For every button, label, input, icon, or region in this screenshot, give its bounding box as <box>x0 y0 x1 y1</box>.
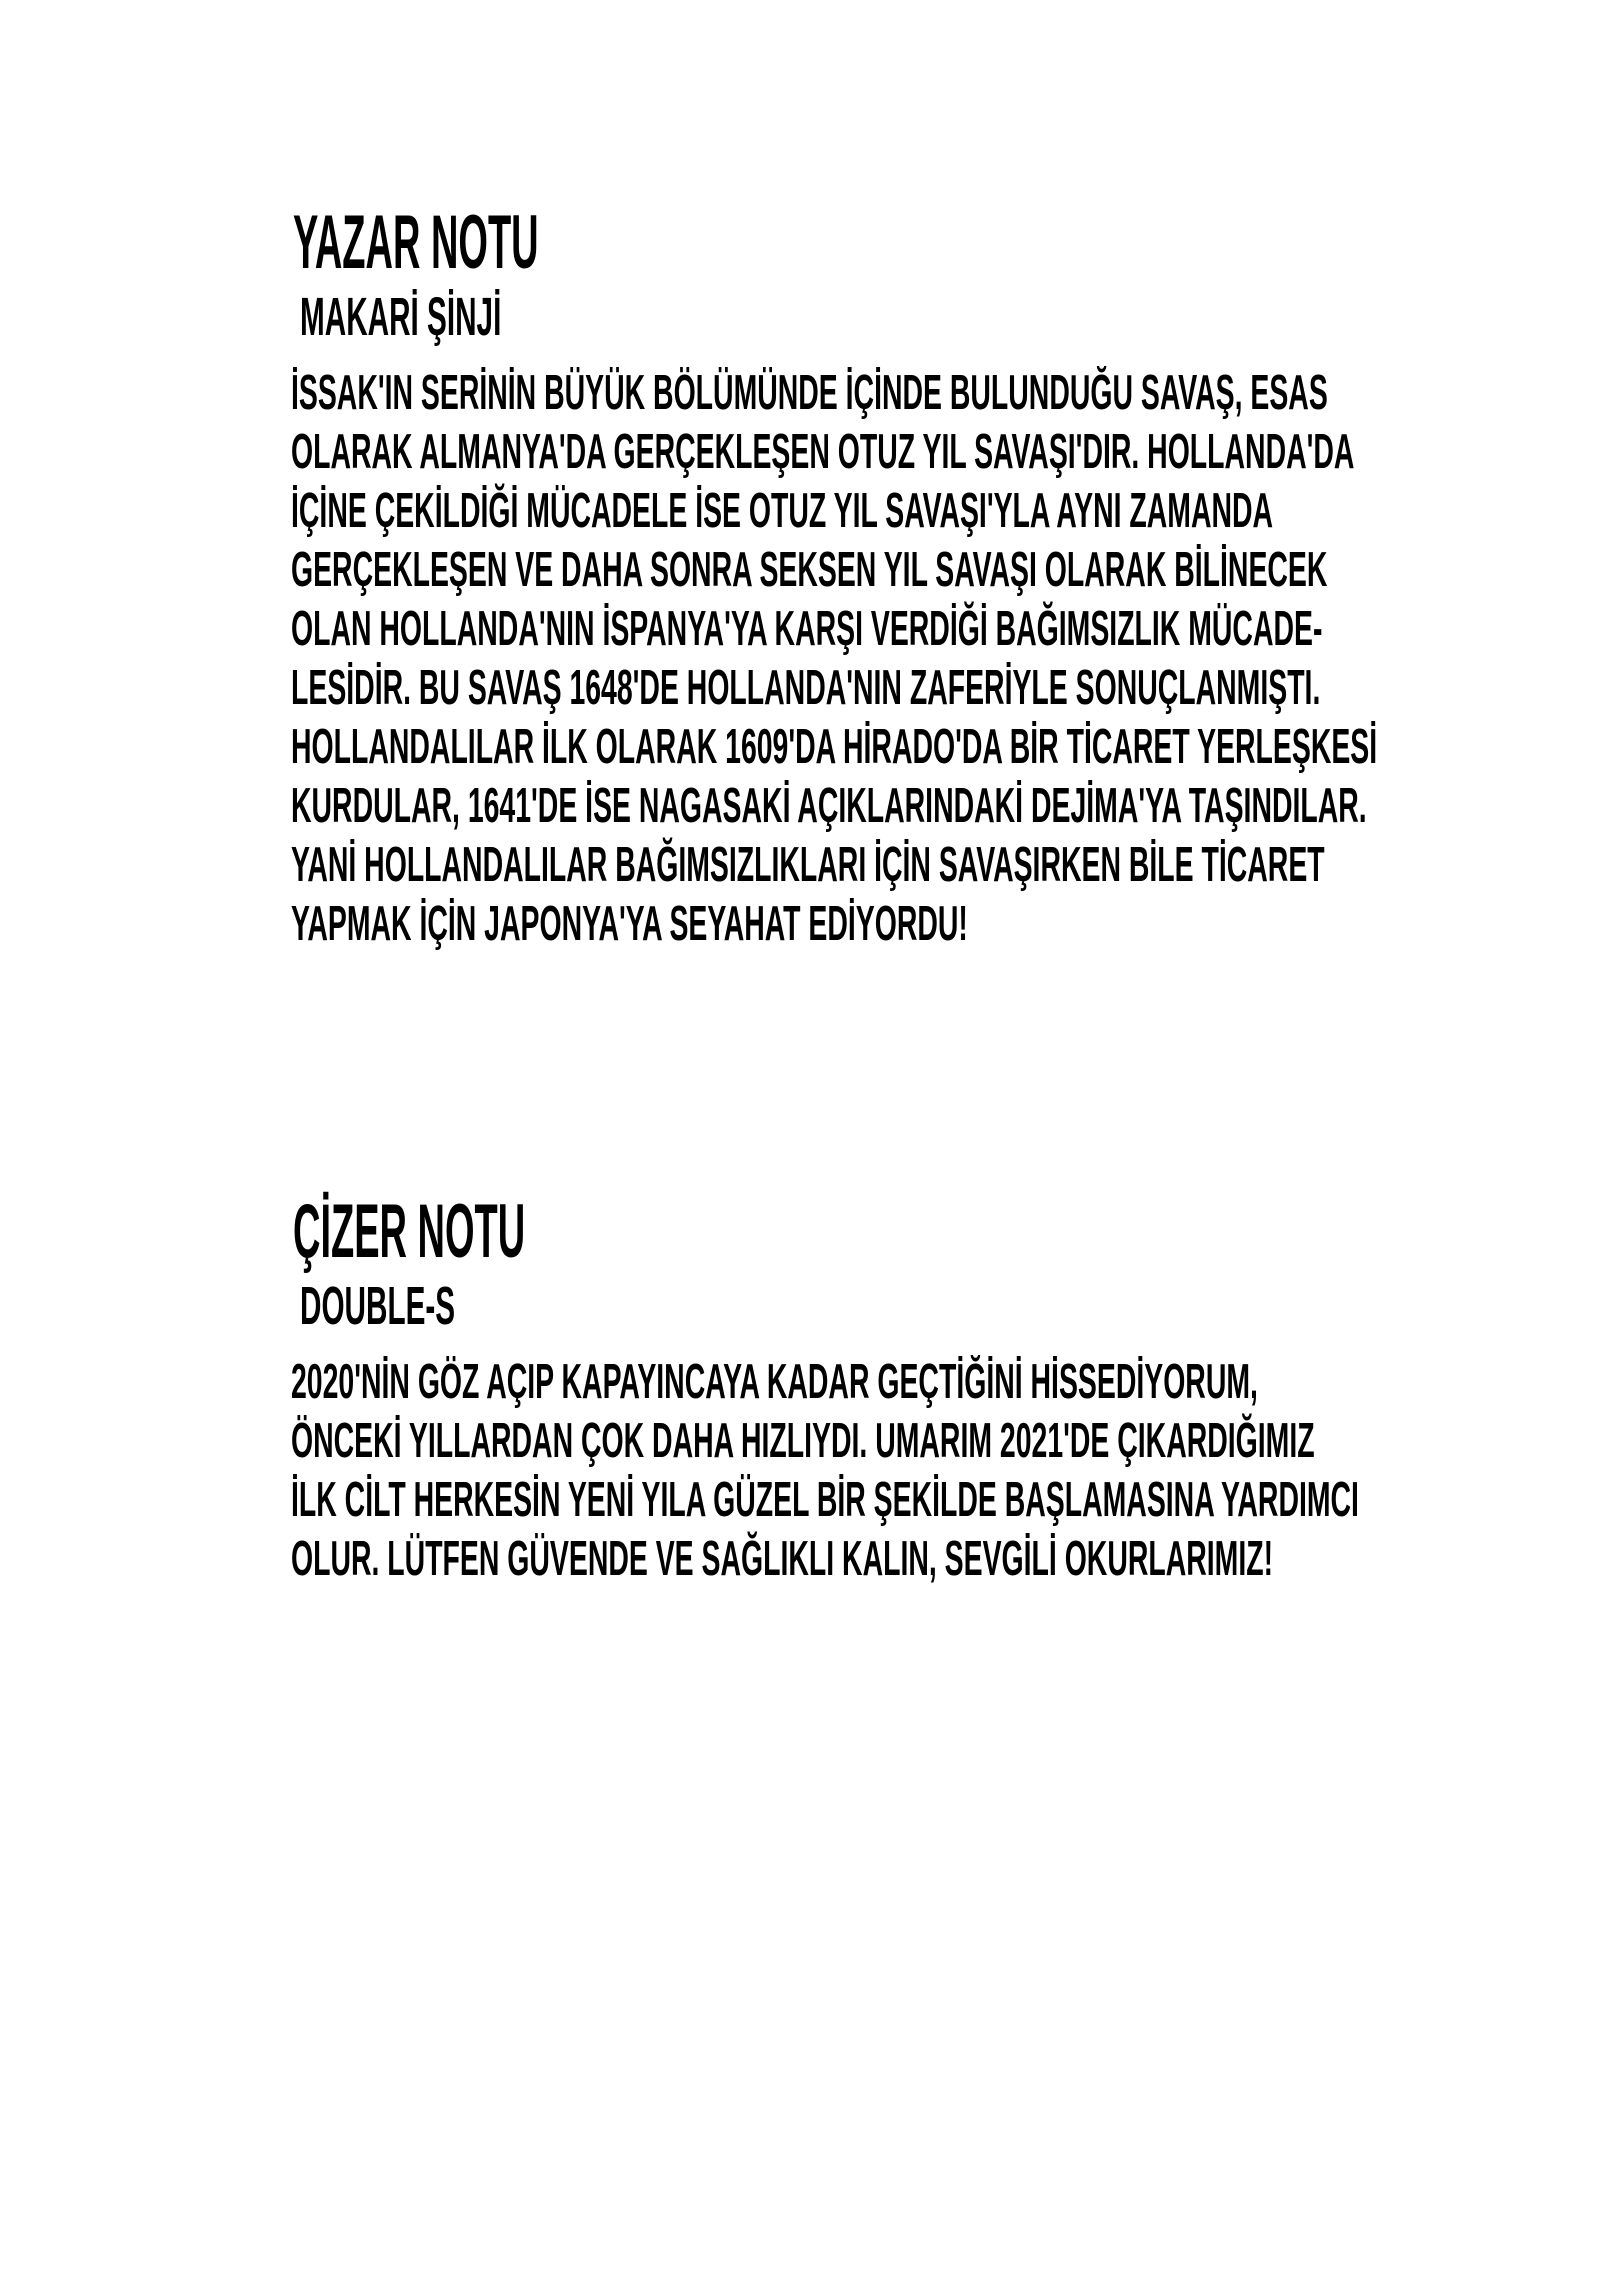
artist-note-author: DOUBLE-S <box>300 1276 456 1336</box>
artist-note-line: OLUR. LÜTFEN GÜVENDE VE SAĞLIKLI KALIN, SEVGİLİ OKURLARIMIZ! <box>291 1532 1274 1586</box>
artist-note-line: 2020'NİN GÖZ AÇIP KAPAYINCAYA KADAR GEÇTİĞİNİ HİSSEDİYORUM, <box>291 1355 1258 1409</box>
author-note-line: LESİDİR. BU SAVAŞ 1648'DE HOLLANDA'NIN ZAFERİYLE SONUÇLANMIŞTI. <box>291 661 1321 715</box>
author-note-line: OLARAK ALMANYA'DA GERÇEKLEŞEN OTUZ YIL SAVAŞI'DIR. HOLLANDA'DA <box>291 425 1355 479</box>
author-note-line: YANİ HOLLANDALILAR BAĞIMSIZLIKLARI İÇİN SAVAŞIRKEN BİLE TİCARET <box>291 838 1325 892</box>
author-note-line: YAPMAK İÇİN JAPONYA'YA SEYAHAT EDİYORDU! <box>291 897 968 951</box>
author-note-title: YAZAR NOTU <box>293 200 539 285</box>
artist-note-title: ÇİZER NOTU <box>293 1189 526 1274</box>
artist-note-line: İLK CİLT HERKESİN YENİ YILA GÜZEL BİR ŞEKİLDE BAŞLAMASINA YARDIMCI <box>291 1473 1359 1527</box>
author-note-line: HOLLANDALILAR İLK OLARAK 1609'DA HİRADO'DA BİR TİCARET YERLEŞKESİ <box>291 720 1378 774</box>
author-note-author: MAKARİ ŞİNJİ <box>300 287 502 347</box>
author-note-line: İÇİNE ÇEKİLDİĞİ MÜCADELE İSE OTUZ YIL SAVAŞI'YLA AYNI ZAMANDA <box>291 484 1274 538</box>
author-note-paragraph <box>291 364 1377 954</box>
author-note-line: KURDULAR, 1641'DE İSE NAGASAKİ AÇIKLARINDAKİ DEJİMA'YA TAŞINDILAR. <box>291 779 1367 833</box>
author-note-line: GERÇEKLEŞEN VE DAHA SONRA SEKSEN YIL SAVAŞI OLARAK BİLİNECEK <box>291 543 1328 597</box>
author-note-line: OLAN HOLLANDA'NIN İSPANYA'YA KARŞI VERDİĞİ BAĞIMSIZLIK MÜCADE- <box>291 602 1323 656</box>
author-note-line: İSSAK'IN SERİNİN BÜYÜK BÖLÜMÜNDE İÇİNDE BULUNDUĞU SAVAŞ, ESAS <box>291 366 1328 420</box>
artist-note-line: ÖNCEKİ YILLARDAN ÇOK DAHA HIZLIYDI. UMARIM 2021'DE ÇIKARDIĞIMIZ <box>291 1414 1315 1468</box>
artist-note-paragraph <box>291 1353 1359 1589</box>
